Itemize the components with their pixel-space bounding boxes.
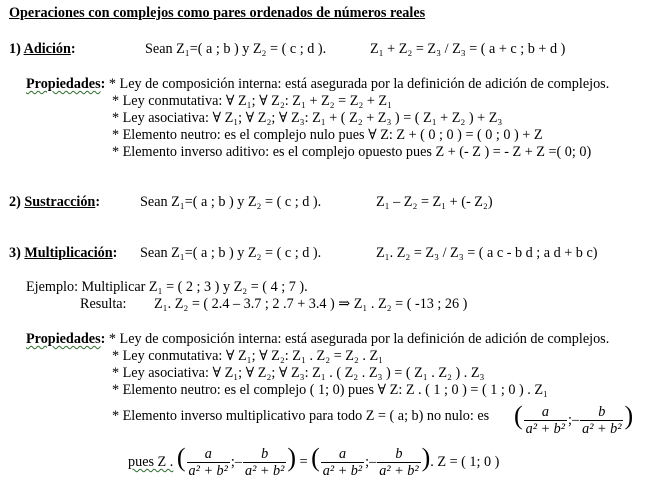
ejemplo-resulta: Resulta: — [80, 296, 127, 312]
propiedades-label: Propiedades: * Ley de composición interna: está asegurada por la definición de adición de complejos. — [26, 76, 610, 92]
inverse-verification: pues Z . ( $\frac{a}{\text{a² + b²}}$ ;– $\frac{b}{\text{a² + b²}}$ ) = ( $\frac{a}{\text{a² + b²}}$ ;– $\frac{b}{\text{a² + b²}}$ ). Z = ( 1; 0 ) — [128, 443, 500, 479]
heading-multiplicacion: 3) Multiplicación: — [9, 245, 118, 261]
propm-neutro: * Elemento neutro: es el complejo ( 1; 0) pues ∀ Z: Z . ( 1 ; 0 ) = ( 1 ; 0 ) . Z₁ — [112, 382, 549, 398]
propm-conmutativa: * Ley conmutativa: ∀ Z₁; ∀ Z₂: Z₁ . Z₂ = Z₂ . Z₁ — [112, 348, 384, 364]
heading-adicion: 1) Adición: — [9, 41, 76, 57]
sustraccion-formula: Z₁ – Z₂ = Z₁ + (- Z₂) — [376, 194, 493, 210]
sustraccion-definition: Sean Z₁=( a ; b ) y Z₂ = ( c ; d ). — [140, 194, 322, 210]
propm-asociativa: * Ley asociativa: ∀ Z₁; ∀ Z₂; ∀ Z₃: Z₁ . ( Z₂ . Z₃ ) = ( Z₁ . Z₂ ) . Z₃ — [112, 365, 485, 381]
ejemplo-line: Ejemplo: Multiplicar Z₁ = ( 2 ; 3 ) y Z₂ = ( 4 ; 7 ). — [26, 279, 308, 295]
multiplicacion-definition: Sean Z₁=( a ; b ) y Z₂ = ( c ; d ). — [140, 245, 322, 261]
multiplicacion-formula: Z₁. Z₂ = Z₃ / Z₃ = ( a c - b d ; a d + b c) — [376, 245, 598, 261]
propiedades-label-mult: Propiedades: * Ley de composición interna: está asegurada por la definición de adición de complejos. — [26, 331, 610, 347]
heading-sustraccion: 2) Sustracción: — [9, 194, 101, 210]
prop-inverso: * Elemento inverso aditivo: es el complejo opuesto pues Z + (- Z ) = - Z + Z =( 0; 0) — [112, 144, 592, 160]
inverse-fraction: ( $\frac{a}{\text{a² + b²}}$ ;– $\frac{b}{\text{a² + b²}}$ ) — [514, 401, 634, 437]
prop-neutro: * Elemento neutro: es el complejo nulo pues ∀ Z: Z + ( 0 ; 0 ) = ( 0 ; 0 ) + Z — [112, 127, 543, 143]
ejemplo-resultado: Z₁. Z₂ = ( 2.4 – 3.7 ; 2 .7 + 3.4 ) ⇒ Z₁ . Z₂ = ( -13 ; 26 ) — [154, 296, 468, 312]
adicion-formula: Z₁ + Z₂ = Z₃ / Z₃ = ( a + c ; b + d ) — [370, 41, 566, 57]
page-title: Operaciones con complejos como pares ordenados de números reales — [9, 5, 426, 21]
adicion-definition: Sean Z₁=( a ; b ) y Z₂ = ( c ; d ). — [145, 41, 327, 57]
prop-asociativa: * Ley asociativa: ∀ Z₁; ∀ Z₂; ∀ Z₃: Z₁ + ( Z₂ + Z₃ ) = ( Z₁ + Z₂ ) + Z₃ — [112, 110, 503, 126]
prop-conmutativa: * Ley conmutativa: ∀ Z₁; ∀ Z₂: Z₁ + Z₂ = Z₂ + Z₁ — [112, 93, 393, 109]
propm-inverso: * Elemento inverso multiplicativo para todo Z = ( a; b) no nulo: es — [112, 408, 490, 424]
